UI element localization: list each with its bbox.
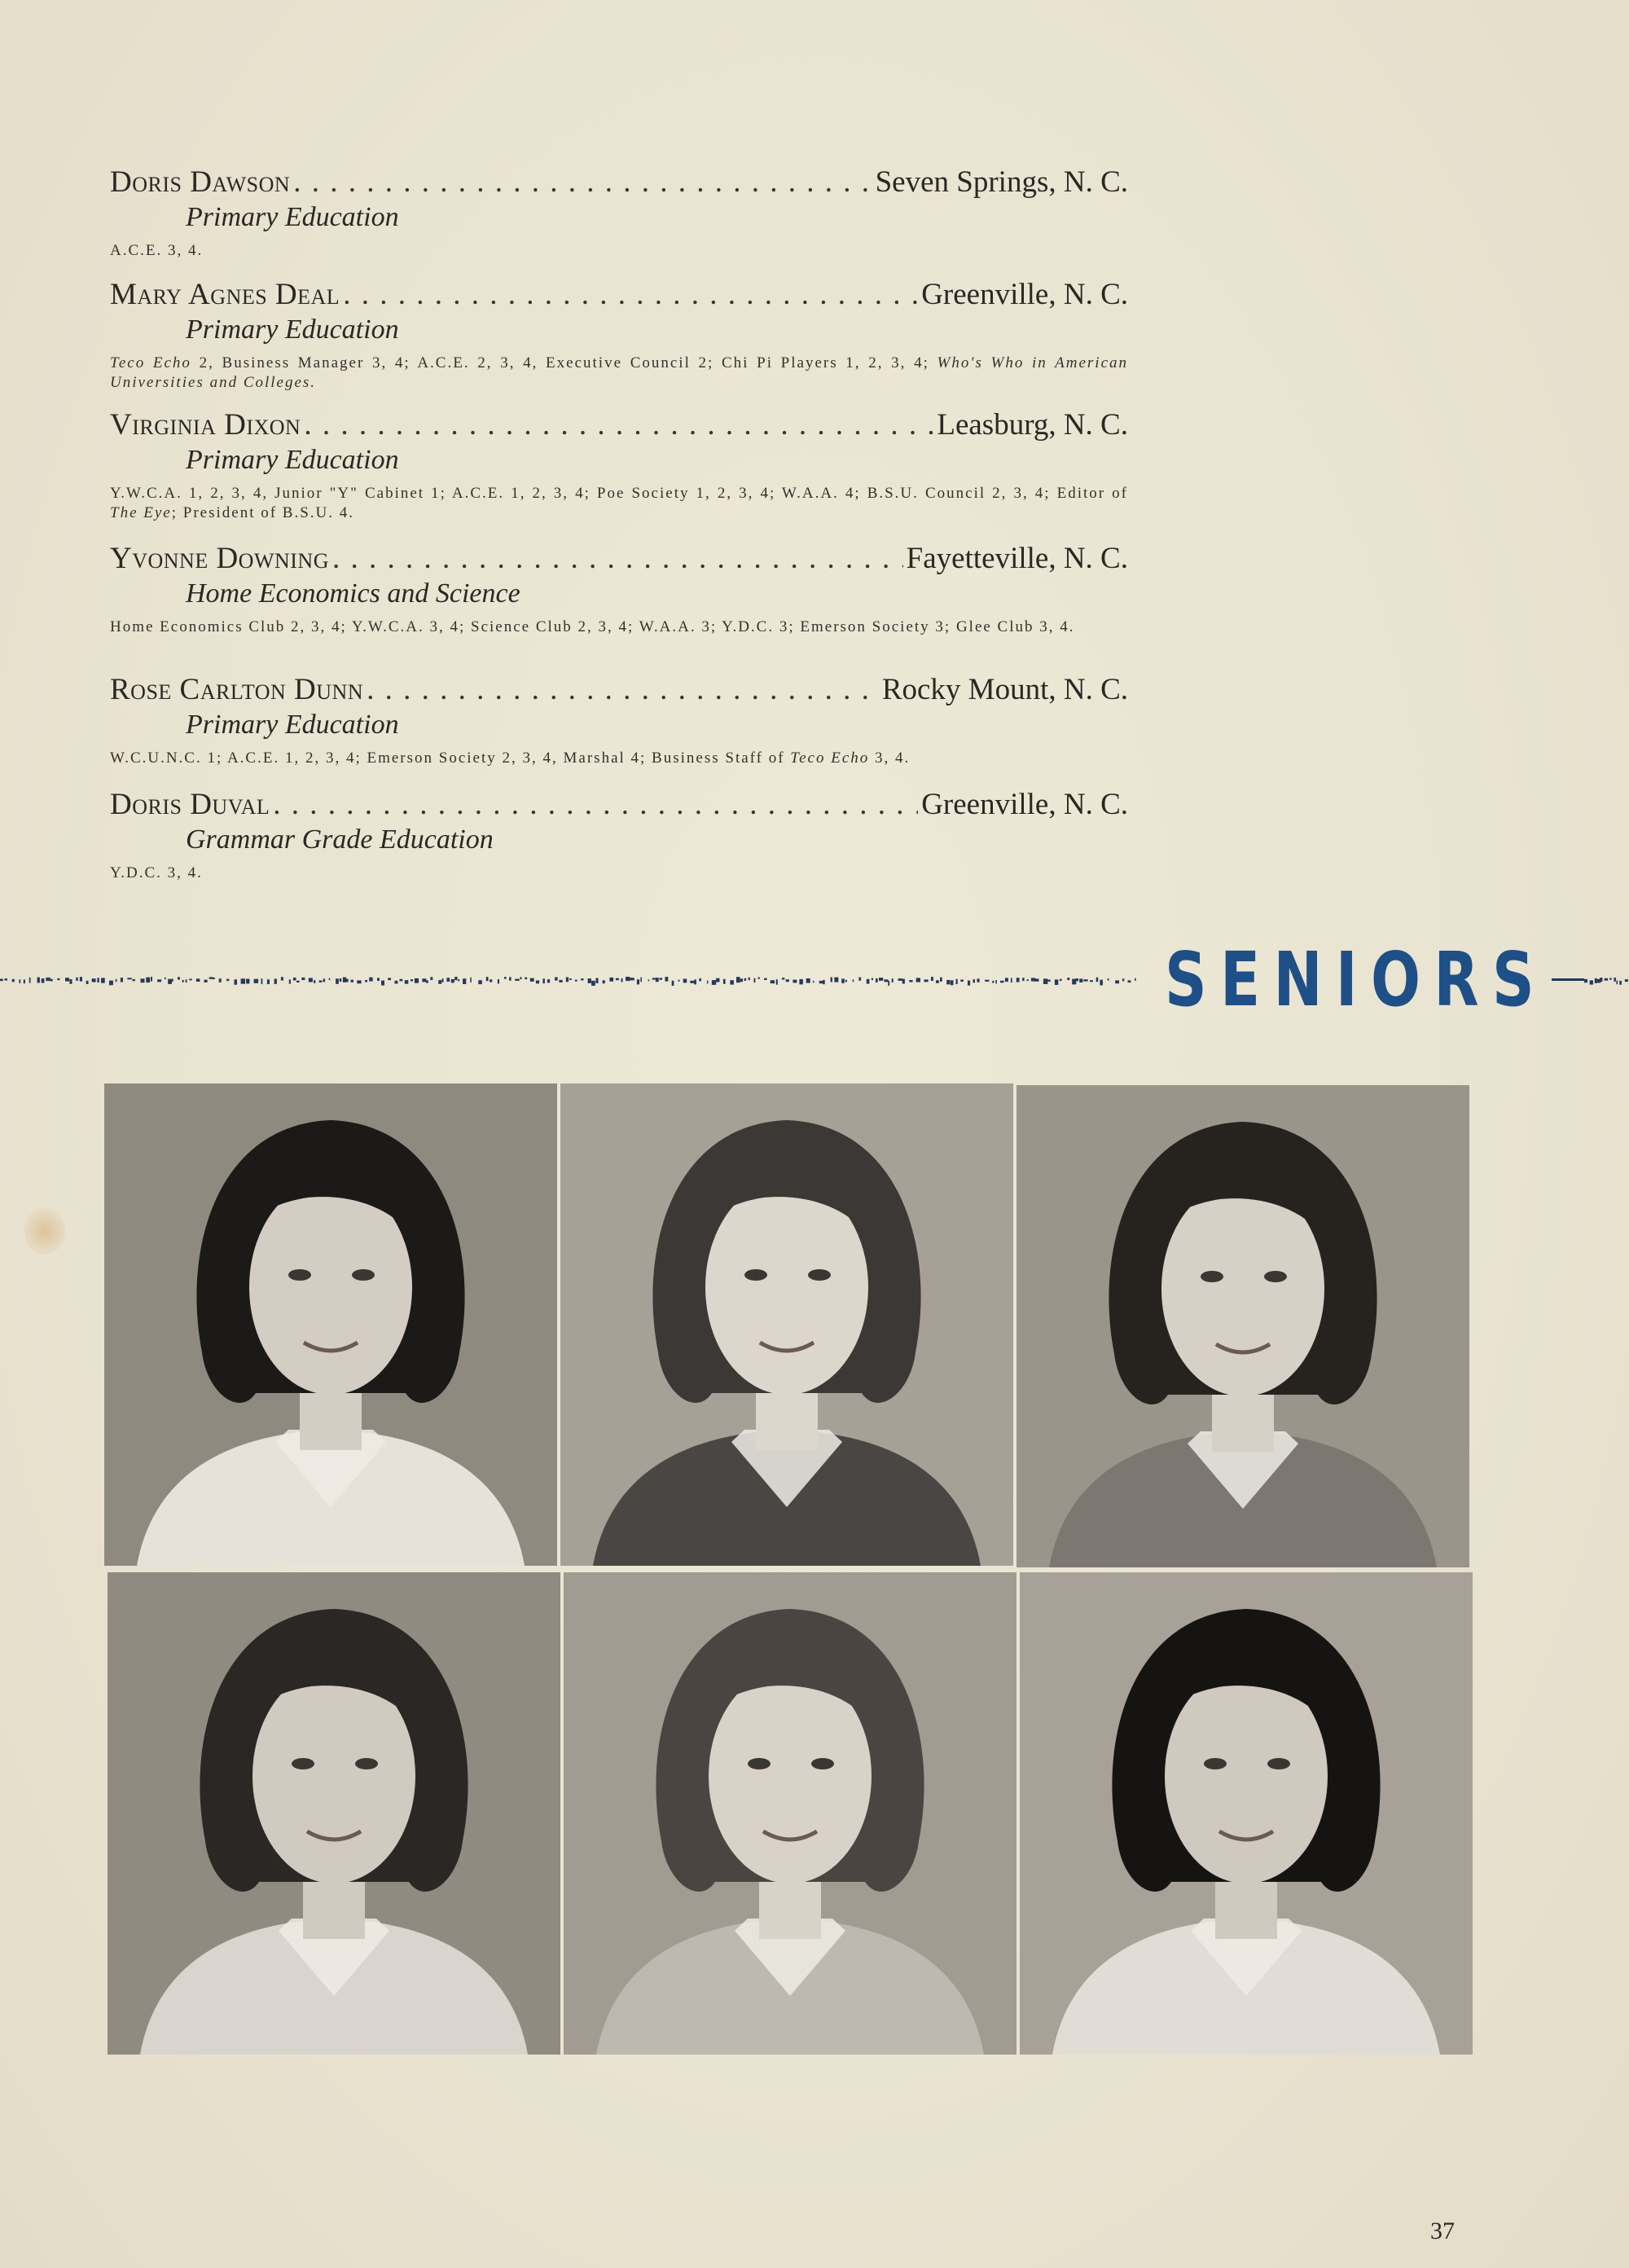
senior-activities	[110, 484, 1128, 523]
entry-header	[110, 670, 1128, 710]
portrait-eye	[811, 1758, 834, 1769]
senior-major: Primary Education	[186, 314, 399, 345]
portrait-eye	[1201, 1271, 1223, 1282]
senior-hometown: Greenville, N. C.	[921, 788, 1128, 821]
senior-activities	[110, 354, 1128, 393]
senior-major: Home Economics and Science	[186, 578, 520, 609]
senior-entry	[110, 406, 1128, 523]
senior-activities	[110, 749, 1128, 768]
senior-name: Doris Dawson	[110, 165, 291, 199]
decorative-rule	[0, 974, 1147, 986]
senior-entry	[110, 275, 1128, 393]
senior-portrait	[104, 1083, 557, 1566]
senior-entry	[110, 539, 1128, 637]
entry-header	[110, 785, 1128, 824]
activities-text: Y.W.C.A. 1, 2, 3, 4, Junior "Y" Cabinet 1; A.C.E. 1, 2, 3, 4; Poe Society 1, 2, 3, 4; W.A.A. 4; B.S.U. Council 2, 3, 4; Editor of	[110, 485, 1128, 502]
entry-header	[110, 163, 1128, 202]
senior-activities: A.C.E. 3, 4.	[110, 242, 204, 259]
senior-name: Yvonne Downing	[110, 542, 329, 575]
senior-major: Primary Education	[186, 445, 399, 475]
portrait-eye	[1204, 1758, 1227, 1769]
entry-header	[110, 275, 1128, 314]
page-number: 37	[1430, 2217, 1455, 2244]
senior-entry	[110, 785, 1128, 883]
honor-title: Who's Who in American Universities and Colleges.	[110, 354, 1129, 391]
portrait-eye	[748, 1758, 771, 1769]
paper-stain	[24, 1207, 65, 1255]
senior-major: Primary Education	[186, 202, 399, 232]
senior-portrait	[560, 1083, 1013, 1566]
dot-leader	[332, 539, 903, 578]
activities-text: 3, 4.	[869, 749, 911, 767]
senior-hometown: Fayetteville, N. C.	[906, 542, 1128, 575]
senior-hometown: Greenville, N. C.	[921, 278, 1128, 311]
senior-name: Mary Agnes Deal	[110, 278, 340, 311]
senior-name: Doris Duval	[110, 788, 270, 821]
dot-leader	[304, 406, 933, 445]
dot-leader	[343, 275, 918, 314]
portrait-eye	[288, 1269, 311, 1281]
senior-portrait	[1020, 1572, 1473, 2055]
portrait-eye	[808, 1269, 831, 1281]
activities-text: 2, Business Manager 3, 4; A.C.E. 2, 3, 4, Executive Council 2; Chi Pi Players 1, 2, 3, 4;	[191, 354, 937, 371]
portrait-eye	[352, 1269, 375, 1281]
senior-major: Grammar Grade Education	[186, 824, 494, 855]
activities-text: ; President of B.S.U. 4.	[171, 504, 355, 521]
senior-name: Rose Carlton Dunn	[110, 673, 364, 706]
senior-hometown: Leasburg, N. C.	[937, 408, 1128, 442]
section-title: SENIORS	[1165, 936, 1548, 1023]
senior-portrait	[1016, 1085, 1469, 1567]
senior-hometown: Rocky Mount, N. C.	[881, 673, 1128, 706]
dot-leader	[293, 163, 872, 202]
portrait-eye	[355, 1758, 378, 1769]
portrait-grid	[104, 1083, 1469, 2058]
publication-title: The Eye	[110, 504, 172, 521]
publication-title: Teco Echo	[790, 749, 870, 767]
activities-text: W.C.U.N.C. 1; A.C.E. 1, 2, 3, 4; Emerson Society 2, 3, 4, Marshal 4; Business Staff of	[110, 749, 791, 767]
senior-activities: Y.D.C. 3, 4.	[110, 864, 203, 881]
senior-major: Primary Education	[186, 710, 399, 740]
senior-portrait	[564, 1572, 1016, 2055]
senior-activities: Home Economics Club 2, 3, 4; Y.W.C.A. 3, 4; Science Club 2, 3, 4; W.A.A. 3; Y.D.C. 3; Emerson Society 3; Glee Club 3, 4.	[110, 618, 1075, 635]
senior-portrait	[108, 1572, 560, 2055]
publication-title: Teco Echo	[110, 354, 191, 371]
decorative-rule-end	[1552, 974, 1629, 986]
dot-leader	[273, 785, 918, 824]
portrait-eye	[1264, 1271, 1287, 1282]
portrait-eye	[1267, 1758, 1290, 1769]
portrait-eye	[292, 1758, 314, 1769]
portrait-eye	[744, 1269, 767, 1281]
entry-header	[110, 406, 1128, 445]
section-banner	[0, 935, 1629, 1025]
entry-header	[110, 539, 1128, 578]
senior-entry	[110, 163, 1128, 261]
senior-hometown: Seven Springs, N. C.	[875, 165, 1128, 199]
senior-name: Virginia Dixon	[110, 408, 301, 442]
dot-leader	[367, 670, 879, 710]
senior-entry	[110, 670, 1128, 768]
